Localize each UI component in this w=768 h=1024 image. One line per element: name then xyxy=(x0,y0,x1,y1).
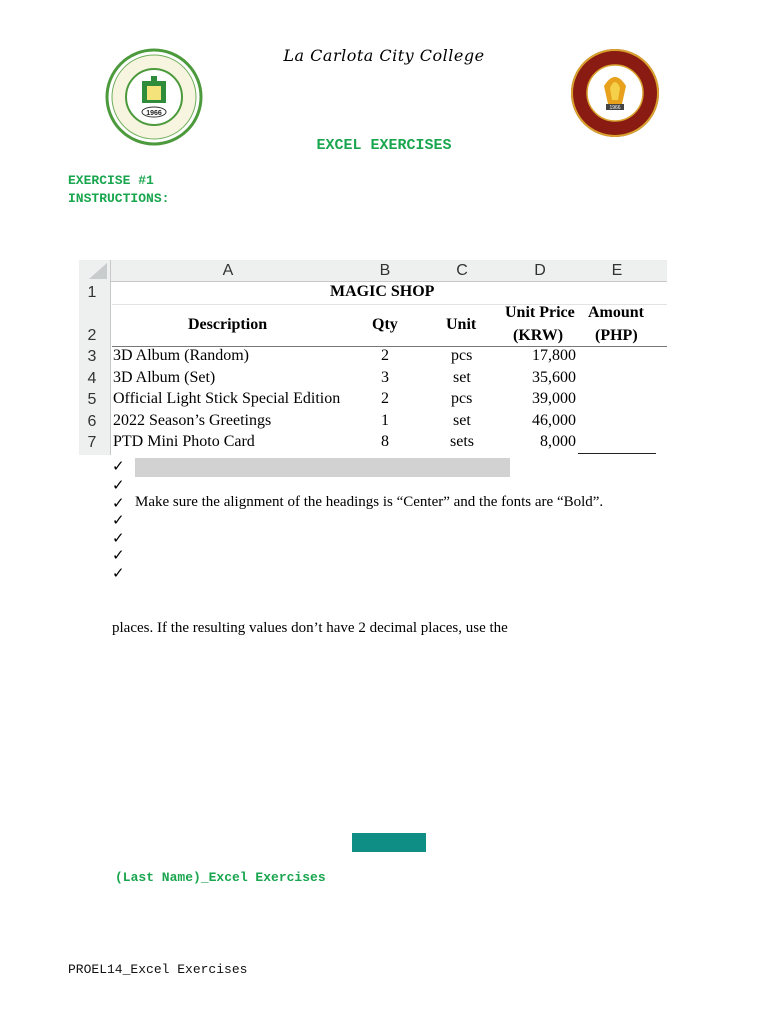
check-mark-3: ✓ xyxy=(112,494,125,512)
column-letter-e: E xyxy=(611,262,623,279)
row-number-5: 5 xyxy=(87,391,97,408)
column-letter-a: A xyxy=(222,262,234,279)
instruction-item-3: Make sure the alignment of the headings is “Center” and the fonts are “Bold”. xyxy=(135,494,604,510)
row-3-qty: 2 xyxy=(381,390,389,407)
spreadsheet-image xyxy=(79,260,667,455)
row-2-unit: set xyxy=(453,369,471,386)
row-4-description: 2022 Season’s Greetings xyxy=(113,412,272,429)
svg-text:1966: 1966 xyxy=(146,110,162,117)
instruction-paragraph: places. If the resulting values don’t have 2 decimal places, use the xyxy=(112,620,508,636)
column-letter-c: C xyxy=(456,262,468,279)
row-2-qty: 3 xyxy=(381,369,389,386)
row-5-unit: sets xyxy=(450,433,474,450)
title-underline xyxy=(112,304,667,305)
column-header-bar xyxy=(79,260,667,282)
check-mark-1: ✓ xyxy=(112,457,125,475)
row-number-7: 7 xyxy=(87,434,97,451)
right-college-seal xyxy=(570,48,660,138)
header-amount-line2: (PHP) xyxy=(595,327,638,344)
check-mark-2: ✓ xyxy=(112,476,125,494)
column-letter-b: B xyxy=(379,262,391,279)
college-name: La Carlota City College xyxy=(283,46,485,65)
row-1-unit: pcs xyxy=(451,347,473,364)
row-4-unit: set xyxy=(453,412,471,429)
header-unit-price-line1: Unit Price xyxy=(505,304,575,321)
row-number-4: 4 xyxy=(87,370,97,387)
row-5-description: PTD Mini Photo Card xyxy=(113,433,255,450)
row-1-unit-price: 17,800 xyxy=(532,347,576,364)
redacted-instruction-bar xyxy=(135,458,510,477)
row-3-unit: pcs xyxy=(451,390,473,407)
row-5-qty: 8 xyxy=(381,433,389,450)
row-number-1: 1 xyxy=(87,284,97,301)
check-mark-4: ✓ xyxy=(112,511,125,529)
header-description: Description xyxy=(188,316,268,333)
row-2-description: 3D Album (Set) xyxy=(113,369,216,386)
header-unit: Unit xyxy=(446,316,477,333)
page-footer: PROEL14_Excel Exercises xyxy=(68,962,248,977)
header-amount-line1: Amount xyxy=(588,304,645,321)
check-mark-5: ✓ xyxy=(112,529,125,547)
sheet-title: MAGIC SHOP xyxy=(330,283,435,300)
row-number-6: 6 xyxy=(87,413,97,430)
row-3-unit-price: 39,000 xyxy=(532,390,576,407)
exercise-number: EXERCISE #1 xyxy=(68,173,154,188)
select-all-corner xyxy=(89,263,107,279)
instructions-label: INSTRUCTIONS: xyxy=(68,191,170,206)
row-4-qty: 1 xyxy=(381,412,389,429)
row-4-unit-price: 46,000 xyxy=(532,412,576,429)
highlight-bar xyxy=(352,833,426,852)
header-qty: Qty xyxy=(372,316,398,333)
row-number-2: 2 xyxy=(87,327,97,344)
filename-format: (Last Name)_Excel Exercises xyxy=(115,870,326,885)
svg-text:1966: 1966 xyxy=(609,105,621,111)
row-number-3: 3 xyxy=(87,348,97,365)
row-2-unit-price: 35,600 xyxy=(532,369,576,386)
header-unit-price-line2: (KRW) xyxy=(513,327,564,344)
check-mark-6: ✓ xyxy=(112,546,125,564)
row-1-description: 3D Album (Random) xyxy=(113,347,249,364)
row-5-unit-price: 8,000 xyxy=(540,433,576,450)
row-1-qty: 2 xyxy=(381,347,389,364)
amount-total-rule xyxy=(578,453,656,454)
column-letter-d: D xyxy=(534,262,546,279)
check-mark-7: ✓ xyxy=(112,564,125,582)
row-3-description: Official Light Stick Special Edition xyxy=(113,390,341,407)
document-title: EXCEL EXERCISES xyxy=(316,137,452,154)
